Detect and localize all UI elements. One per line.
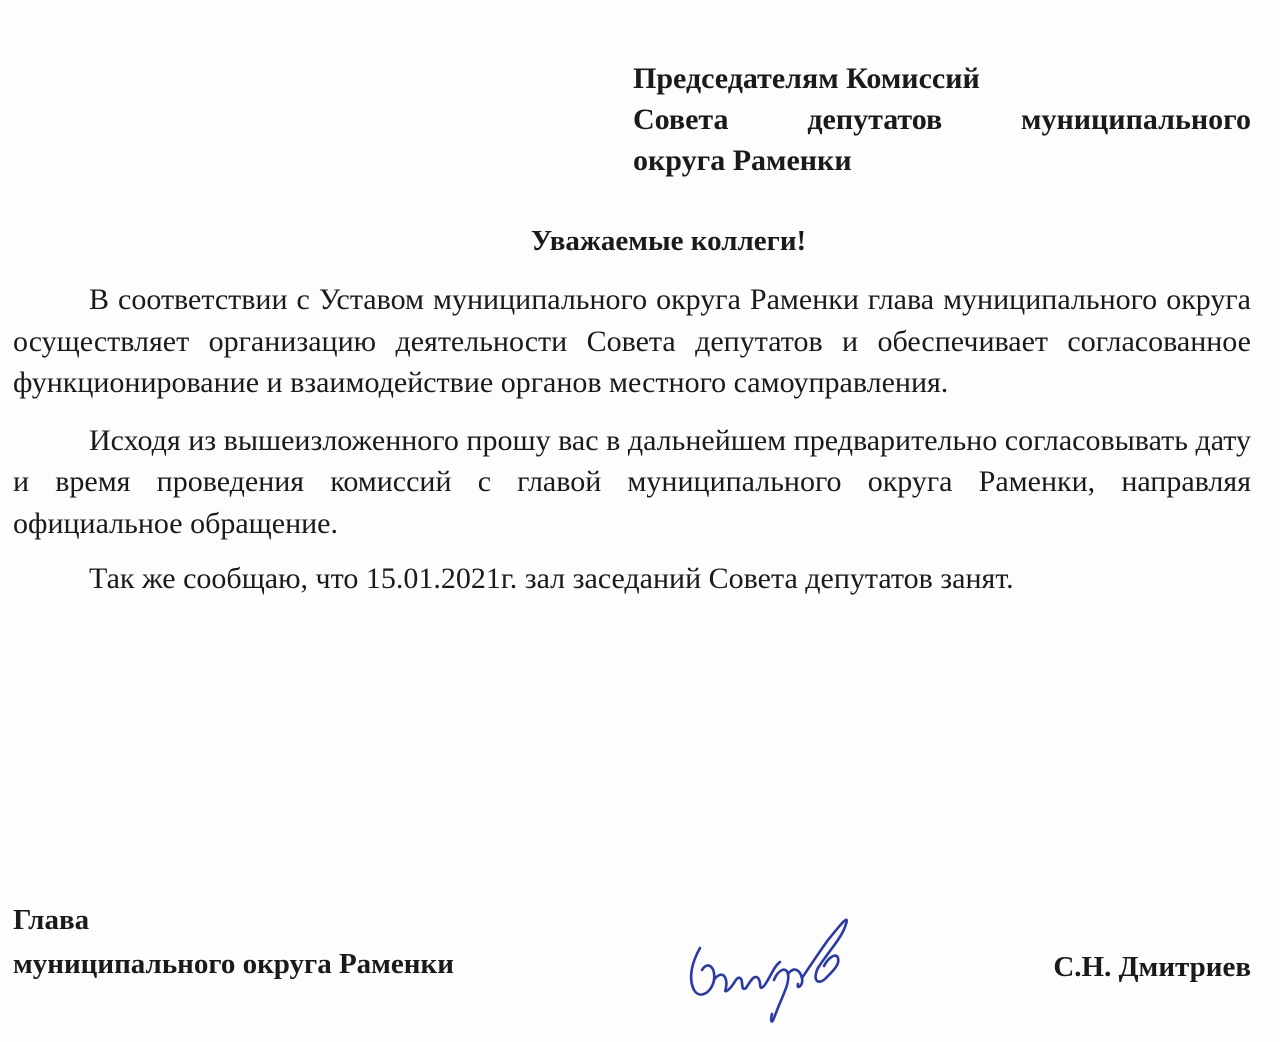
salutation: Уважаемые коллеги! <box>530 225 807 257</box>
addressee-line-2: Совета депутатов муниципального <box>633 103 1251 136</box>
body-paragraph-3: Так же сообщаю, что 15.01.2021г. зал заседаний Совета депутатов занят. <box>89 562 1014 595</box>
addressee-block <box>633 58 1251 181</box>
handwritten-signature-icon <box>678 900 878 1030</box>
body-paragraph-2: Исходя из вышеизложенного прошу вас в дальнейшем предварительно согласовывать дату и время проведения комиссий с главой муниципального округа Раменки, направляя официальное обращение. <box>13 423 1251 540</box>
signatory-position-line-2: муниципального округа Раменки <box>13 948 454 980</box>
body-paragraph-1: В соответствии с Уставом муниципального округа Раменки глава муниципального округа осуществляет организацию деятельности Совета депутатов и обеспечивает согласованное функционирование и взаимодействие органов местного самоуправления. <box>13 283 1251 399</box>
signatory-position-line-1: Глава <box>13 904 90 936</box>
letter-body <box>13 279 1251 600</box>
addressee-line-1: Председателям Комиссий <box>633 62 980 95</box>
signatory-position <box>13 898 454 986</box>
addressee-line-3: округа Раменки <box>633 144 852 177</box>
signatory-name: С.Н. Дмитриев <box>1053 951 1251 983</box>
